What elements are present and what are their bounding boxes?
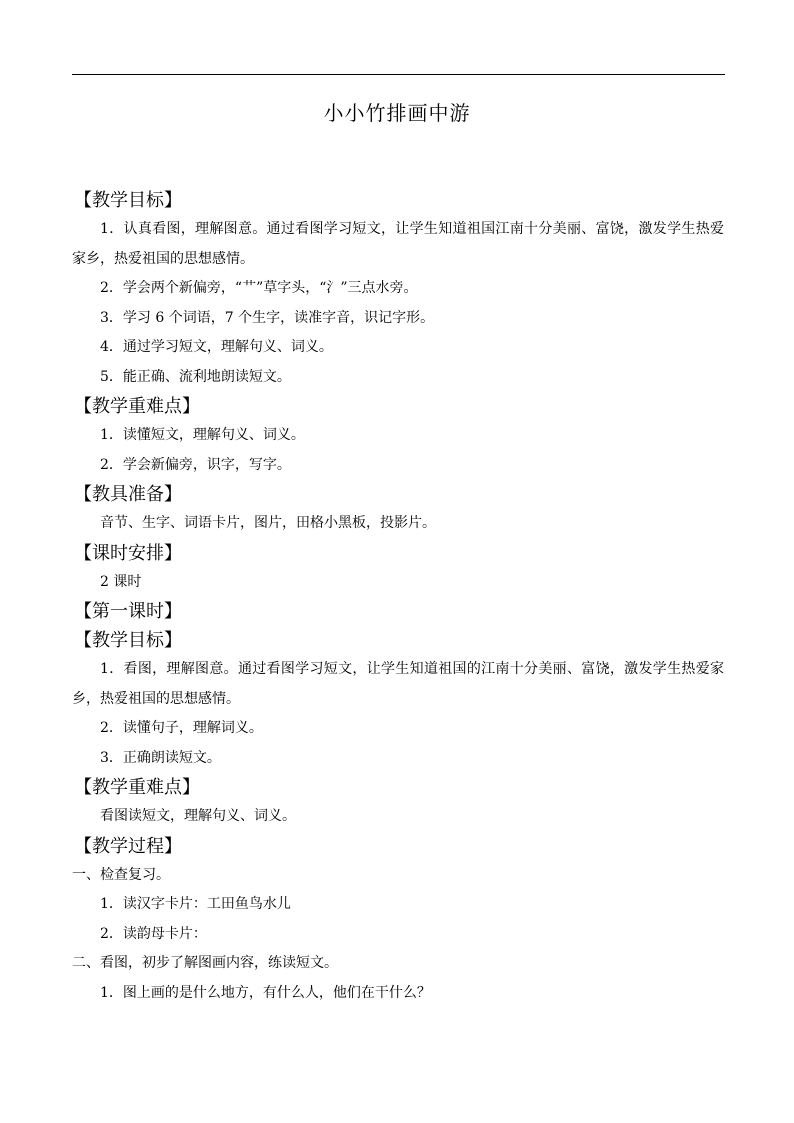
page-title: 小小竹排画中游 <box>323 101 471 125</box>
goal-item: 1．认真看图，理解图意。通过看图学习短文，让学生知道祖国江南十分美丽、富饶，激发学生热爱家乡，热爱祖国的思想感情。 <box>72 221 724 267</box>
header-rule <box>72 74 725 75</box>
schedule-text: 2 课时 <box>100 573 142 590</box>
section-heading-process: 【教学过程】 <box>74 835 182 857</box>
section-heading-schedule: 【课时安排】 <box>74 542 182 564</box>
goal-item: 3．学习 6 个词语，7 个生字，读准字音，识记字形。 <box>100 309 435 326</box>
process-step: 二、看图，初步了解图画内容，练读短文。 <box>72 955 338 971</box>
goal-item: 4．通过学习短文，理解句义、词义。 <box>100 339 333 355</box>
goal-item: 2．学会两个新偏旁，“艹”草字头，“氵”三点水旁。 <box>100 280 418 296</box>
process-substep: 2．读韵母卡片： <box>100 925 207 942</box>
goal-item: 5．能正确、流利地朗读短文。 <box>100 368 291 385</box>
key-point-item: 1．读懂短文，理解句义、词义。 <box>100 427 305 443</box>
process-substep: 1．图上画的是什么地方，有什么人，他们在干什么？ <box>100 984 431 1001</box>
process-substep: 1．读汉字卡片：工田鱼鸟水儿 <box>100 896 291 912</box>
section-heading-key-points: 【教学重难点】 <box>74 396 200 417</box>
key-point-item: 2．学会新偏旁，识字，写字。 <box>100 456 291 473</box>
tools-text: 音节、生字、词语卡片，图片，田格小黑板，投影片。 <box>100 515 436 531</box>
process-step: 一、检查复习。 <box>72 866 170 883</box>
section-heading-goals: 【教学目标】 <box>74 190 182 211</box>
lesson-1-goal-item: 3．正确朗读短文。 <box>100 749 221 766</box>
section-heading-lesson-1: 【第一课时】 <box>74 601 182 622</box>
document-body <box>72 186 724 1008</box>
section-heading-tools: 【教具准备】 <box>74 484 182 505</box>
lesson-1-goal-item: 1．看图，理解图意。通过看图学习短文，让学生知道祖国的江南十分美丽、富饶，激发学生热爱家乡，热爱祖国的思想感情。 <box>72 661 724 707</box>
section-heading-lesson-1-goals: 【教学目标】 <box>74 630 182 651</box>
section-heading-lesson-1-key-points: 【教学重难点】 <box>74 777 200 798</box>
lesson-1-key-point-text: 看图读短文，理解句义、词义。 <box>100 808 296 824</box>
lesson-1-goal-item: 2．读懂句子，理解词义。 <box>100 720 263 736</box>
